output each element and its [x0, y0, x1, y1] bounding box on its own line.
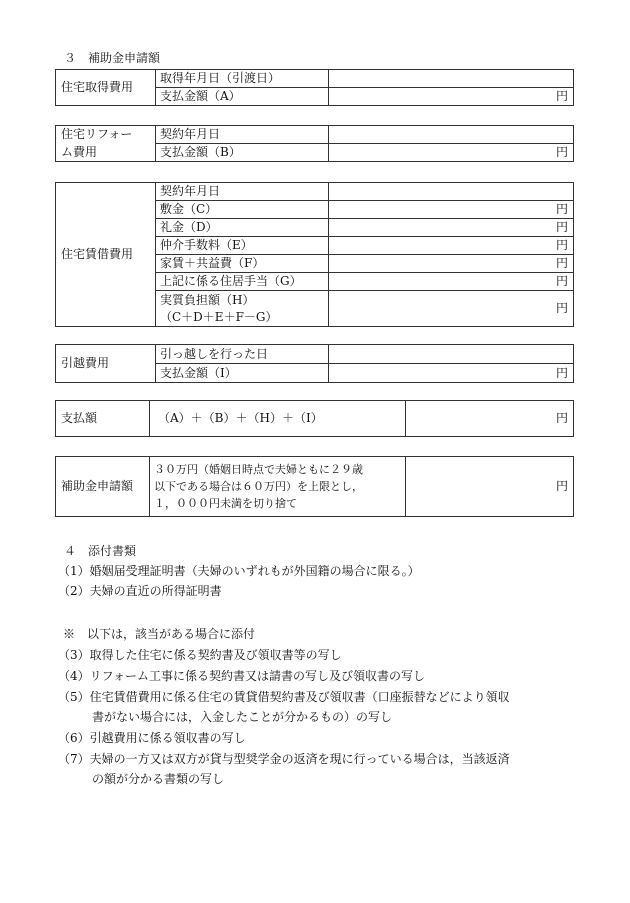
net-burden-h-line2: （C＋D＋E＋F－G） [160, 309, 278, 324]
list-item: （3）取得した住宅に係る契約書及び領収書等の写し [58, 648, 342, 662]
list-item: （5）住宅賃借費用に係る住宅の賃貸借契約書及び領収書（口座振替などにより領収 [58, 690, 510, 704]
list-item: （4）リフォーム工事に係る契約書又は請書の写し及び領収書の写し [58, 669, 426, 683]
net-burden-h-label [156, 291, 329, 327]
rental-contract-date-label: 契約年月日 [156, 183, 329, 201]
housing-acquisition-table [55, 69, 574, 106]
key-money-d-value[interactable]: 円 [329, 219, 574, 237]
reform-table [55, 125, 574, 162]
brokerage-fee-e-label: 仲介手数料（E） [156, 237, 329, 255]
payment-total-formula: （A）＋（B）＋（H）＋（I） [150, 401, 406, 437]
reform-contract-date-value[interactable] [329, 126, 574, 144]
deposit-c-label: 敷金（C） [156, 201, 329, 219]
rent-f-value[interactable]: 円 [329, 255, 574, 273]
rental-contract-date-value[interactable] [329, 183, 574, 201]
optional-note-heading: ※ 以下は，該当がある場合に添付 [63, 627, 256, 641]
brokerage-fee-e-value[interactable]: 円 [329, 237, 574, 255]
moving-date-label: 引っ越しを行った日 [156, 345, 329, 364]
housing-acquisition-category: 住宅取得費用 [56, 70, 156, 106]
reform-category-line1: 住宅リフォー [61, 127, 133, 142]
subsidy-rule [150, 457, 406, 517]
reform-contract-date-label: 契約年月日 [156, 126, 329, 144]
payment-total-table [55, 400, 574, 437]
subsidy-table [55, 456, 574, 517]
list-item: （1）婚姻届受理証明書（夫婦のいずれもが外国籍の場合に限る。） [58, 564, 420, 578]
payment-b-label: 支払金額（B） [156, 144, 329, 162]
key-money-d-label: 礼金（D） [156, 219, 329, 237]
subsidy-rule-line3: １，０００円未満を切り捨て [154, 497, 297, 511]
reform-category [56, 126, 156, 162]
housing-allowance-g-label: 上記に係る住居手当（G） [156, 273, 329, 291]
subsidy-rule-line2: 以下である場合は６０万円）を上限とし， [154, 479, 363, 493]
moving-category: 引越費用 [56, 345, 156, 383]
list-item-continuation: の額が分かる書類の写し [92, 772, 225, 786]
moving-date-value[interactable] [329, 345, 574, 364]
payment-total-value[interactable]: 円 [406, 401, 574, 437]
list-item: （7）夫婦の一方又は双方が貸与型奨学金の返済を現に行っている場合は，当該返済 [58, 752, 510, 766]
payment-a-label: 支払金額（A） [156, 88, 329, 106]
list-item: （2）夫婦の直近の所得証明書 [58, 584, 222, 598]
rental-category: 住宅賃借費用 [56, 183, 156, 327]
subsidy-rule-line1: ３０万円（婚姻日時点で夫婦ともに２９歳 [154, 462, 363, 476]
housing-allowance-g-value[interactable]: 円 [329, 273, 574, 291]
section-4-heading: ４ 添付書類 [64, 544, 137, 558]
deposit-c-value[interactable]: 円 [329, 201, 574, 219]
list-item: （6）引越費用に係る領収書の写し [58, 731, 246, 745]
rent-f-label: 家賃＋共益費（F） [156, 255, 329, 273]
reform-category-line2: ム費用 [61, 144, 98, 159]
payment-i-value[interactable]: 円 [329, 364, 574, 383]
payment-b-value[interactable]: 円 [329, 144, 574, 162]
acquisition-date-label: 取得年月日（引渡日） [156, 70, 329, 88]
payment-i-label: 支払金額（I） [156, 364, 329, 383]
list-item-continuation: 書がない場合には，入金したことが分かるもの）の写し [92, 710, 393, 724]
payment-a-value[interactable]: 円 [329, 88, 574, 106]
acquisition-date-value[interactable] [329, 70, 574, 88]
net-burden-h-value[interactable]: 円 [329, 291, 574, 327]
net-burden-h-line1: 実質負担額（H） [160, 293, 255, 308]
section-3-heading: ３ 補助金申請額 [64, 51, 161, 65]
subsidy-category: 補助金申請額 [56, 457, 150, 517]
payment-total-category: 支払額 [56, 401, 150, 437]
moving-table [55, 344, 574, 383]
subsidy-value[interactable]: 円 [406, 457, 574, 517]
rental-table [55, 182, 574, 327]
